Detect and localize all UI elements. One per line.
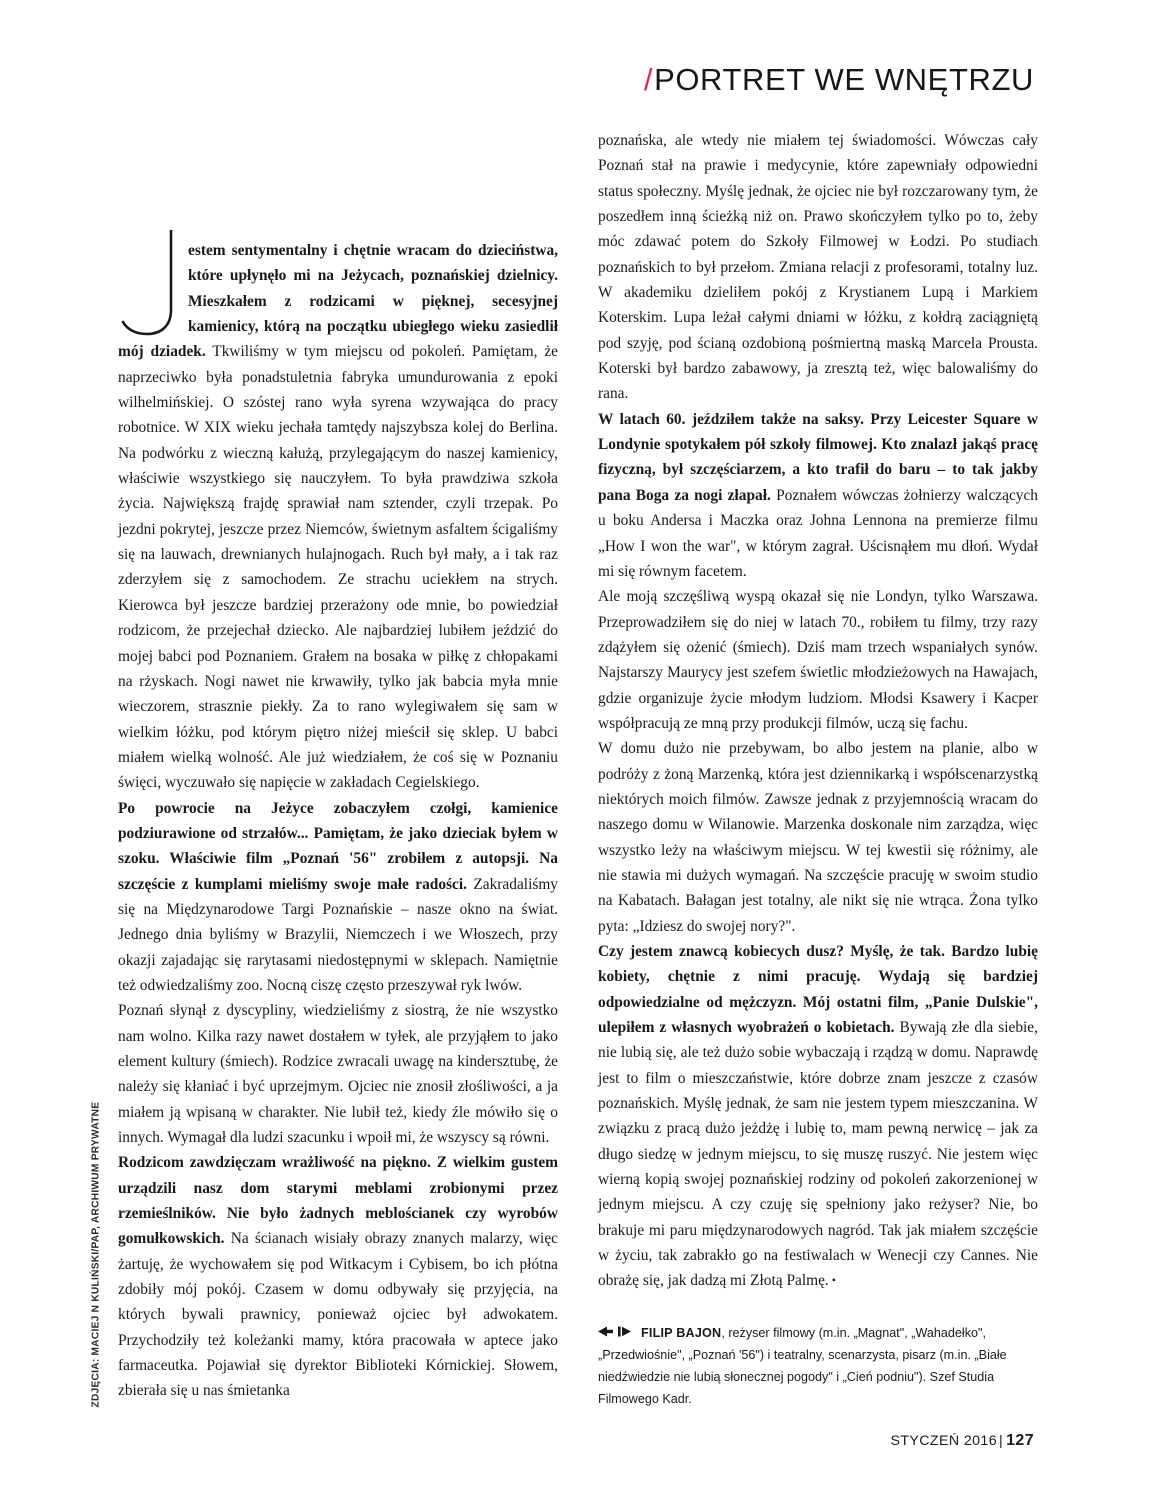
paragraph-lead-rest: Tkwiliśmy w tym miejscu od pokoleń. Pamiętam, że naprzeciwko była ponadstuletnia fabryka umundurowania z epoki wilhelmińskiej. O szóstej rano wyła syrena wzywająca do pracy robotnice. W XIX wieku jechała tamtędy najszybsza kolej do Berlina. Na podwórku z wieczną kałużą, przylegającym do naszej kamienicy, właściwie wszystkiego się nauczyłem. To była prawdziwa szkoła życia. Największą frajdę sprawiał nam sztender, czyli trzepak. Po jezdni pokrytej, jeszcze przez Niemców, świetnym asfaltem ścigaliśmy się na lauwach, drewnianych hulajnogach. Ruch był mały, a i tak raz zderzyłem się z samochodem. Ze strachu uciekłem na strych. Kierowca był jeszcze bardziej przerażony ode mnie, bo powiedział rodzicom, że przejechał dziecko. Ale najbardziej lubiłem jeździć do mojej babci pod Poznaniem. Grałem na bosaka w piłkę z chłopakami na rżyskach. Nogi nawet nie krwawiły, tylko jak babcia myła mnie wieczorem, strasznie piekły. Za to rano wylegiwałem się sam w wielkim łóżku, pod którym piętro niżej mieścił się sklep. U babci miałem wielką wolność. Ale już wiedziałem, że coś się w Poznaniu święci, wyczuwało się napięcie w zakładach Cegielskiego. xyxy=(118,343,558,792)
paragraph-lead-bold: estem sentymentalny i chętnie wracam do dzieciństwa, które upłynęło mi na Jeżycach, poznańskiej dzielnicy. Mieszkałem z rodzicami w pięknej, secesyjnej kamienicy, którą na początku ubiegłego wieku zasiedlił mój dziadek. xyxy=(118,242,558,361)
kicker-label: PORTRET WE WNĘTRZU xyxy=(654,62,1034,97)
paragraph-lead xyxy=(118,238,558,796)
article-column-right xyxy=(598,128,1038,1298)
paragraph-left-2 xyxy=(118,796,558,999)
dropcap-container xyxy=(118,238,558,796)
article-end-mark: • xyxy=(831,1273,836,1288)
article-column-left xyxy=(118,238,558,1420)
paragraph-right-4: W domu dużo nie przebywam, bo albo jestem na planie, albo w podróży z żoną Marzenką, która jest dziennikarką i współscenarzystką niektórych moich filmów. Zawsze jednak z przyjemnością wracam do naszego domu w Wilanowie. Marzenka doskonale nim zarządza, więc wszystko leży na właściwym miejscu. W tej kwestii się różnimy, ale nie stawia mi dużych wymagań. Na szczęście pracuję w swoim studio na Kabatach. Bałagan jest totalny, ale nikt się nie wtrąca. Żona tylko pyta: „Idziesz do swojej nory?". xyxy=(598,740,1038,935)
bio-author-name: FILIP BAJON xyxy=(641,1326,722,1340)
footer-separator: | xyxy=(999,1433,1004,1449)
bio-description: , reżyser filmowy (m.in. „Magnat", „Wahadełko", „Przedwiośnie", „Poznań '56") i teatralny, scenarzysta, pisarz (m.in. „Białe niedźwiedzie nie lubią słonecznej pogody" i „Cień podniu"). Szef Studia Filmowego Kadr. xyxy=(598,1326,1007,1406)
paragraph-right-5 xyxy=(598,939,1038,1294)
paragraph-right-5-rest: Bywają złe dla siebie, nie lubią się, ale też dużo sobie wybaczają i rządzą w domu. Naprawdę jest to film o mieszczaństwie, które dobrze znam jeszcze z czasów poznańskich. Myślę jednak, że sam nie jestem typem mieszczanina. W związku z pracą dużo jeżdżę i lubię to, mam pewną nerwicę – jak za długo siedzę w jednym miejscu, to się muszę ruszyć. Nie jestem więc wierną kopią swojej poznańskiej rodziny od pokoleń zakorzenionej w jednym miejscu. A czy czuję się spełniony jako reżyser? Nie, bo brakuje mi paru międzynarodowych nagród. Tak jak miałem szczęście w życiu, tak zabrakło go na festiwalach w Wenecji czy Cannes. Nie obrażę się, jak dadzą mi Złotą Palmę. xyxy=(598,1019,1038,1290)
paragraph-right-1: poznańska, ale wtedy nie miałem tej świadomości. Wówczas cały Poznań stał na prawie i medycynie, które zapewniały odpowiedni status społeczny. Myślę jednak, że ojciec nie był rozczarowany tym, że poszedłem inną ścieżką niż on. Prawo skończyłem tylko po to, żeby móc zdawać potem do Szkoły Filmowej w Łodzi. Po studiach poznańskich to był przełom. Zmiana relacji z profesorami, totalny luz. W akademiku dzieliłem pokój z Krystianem Lupą i Markiem Koterskim. Lupa leżał całymi dniami w łóżku, z kołdrą zaciągniętą pod szyję, pod ścianą ozdobioną pośmiertną maską Marcela Prousta. Koterski był bardzo zabawowy, ja zresztą też, więc balowaliśmy do rana. xyxy=(598,132,1038,403)
paragraph-left-3: Poznań słynął z dyscypliny, wiedzieliśmy z siostrą, że nie wszystko nam wolno. Kilka razy nawet dostałem w tyłek, ale przyjąłem to jako element kultury (śmiech). Rodzice zwracali uwagę na kindersztubę, że należy się kłaniać i być uprzejmym. Ojciec nie znosił złośliwości, a ja miałem ją wpisaną w charakter. Nie lubił też, kiedy źle mówiło się o innych. Wymagał dla ludzi szacunku i wpoił mi, że wszyscy są równi. xyxy=(118,1002,558,1147)
section-kicker xyxy=(0,62,1034,98)
photo-credit-vertical: ZDJĘCIA: MACIEJ N KULIŃSKI/PAP, ARCHIWUM PRYWATNE xyxy=(90,1101,102,1408)
paragraph-right-2-bold: W latach 60. jeździłem także na saksy. Przy Leicester Square w Londynie spotykałem pół szkoły filmowej. Kto znalazł jakąś pracę fizyczną, był szczęściarzem, a kto trafił do baru – to tak jakby pana Boga za nogi złapał. xyxy=(598,410,1038,504)
paragraph-left-4-rest: Na ścianach wisiały obrazy znanych malarzy, więc żartuję, że wychowałem się pod Witkacym i Cybisem, bo ich płótna zdobiły mój pokój. Czasem w domu odbywały się przyjęcia, na których bywali prawnicy, ponieważ ojciec był adwokatem. Przychodziły też koleżanki mamy, która pracowała w aptece jako farmaceutka. Pojawiał się dyrektor Biblioteki Kórnickiej. Słowem, zbierała się u nas śmietanka xyxy=(118,1230,558,1400)
page-footer xyxy=(890,1432,1034,1450)
paragraph-left-4 xyxy=(118,1150,558,1403)
paragraph-right-5-bold: Czy jestem znawcą kobiecych dusz? Myślę, że tak. Bardzo lubię kobiety, chętnie z nimi pracuję. Wydają się bardziej odpowiedzialne od mężczyzn. Mój ostatni film, „Panie Dulskie", ulepiłem z własnych wyobrażeń o kobietach. xyxy=(598,943,1038,1037)
author-bio xyxy=(598,1322,1042,1410)
paragraph-right-2 xyxy=(598,407,1038,584)
paragraph-left-2-rest: Zakradaliśmy się na Międzynarodowe Targi Poznańskie – nasze okno na świat. Jednego dnia byliśmy w Brazylii, Niemczech i we Włoszech, przy okazji zajadając się rarytasami niedostępnymi w sklepach. Namiętnie też odwiedzaliśmy zoo. Nocną ciszę często przeszywał ryk lwów. xyxy=(118,875,558,994)
footer-issue: STYCZEŃ 2016 xyxy=(890,1433,997,1449)
paragraph-right-3: Ale moją szczęśliwą wyspą okazał się nie Londyn, tylko Warszawa. Przeprowadziłem się do niej w latach 70., robiłem tu filmy, trzy razy zdążyłem się ożenić (śmiech). Dziś mam trzech wspaniałych synów. Najstarszy Maurycy jest szefem świetlic młodzieżowych na Hawajach, gdzie organizuje życie młodym ludziom. Młodsi Ksawery i Kacper współpracują ze mną przy produkcji filmów, uczą się fachu. xyxy=(598,588,1038,732)
kicker-slash: / xyxy=(643,62,654,97)
bio-arrow-icon xyxy=(598,1326,632,1337)
paragraph-left-4-bold: Rodzicom zawdzięczam wrażliwość na piękno. Z wielkim gustem urządzili nasz dom starymi meblami zrobionymi przez rzemieślników. Nie było żadnych meblościanek czy wyrobów gomułkowskich. xyxy=(118,1154,558,1248)
footer-page-number: 127 xyxy=(1006,1432,1034,1449)
paragraph-right-2-rest: Poznałem wówczas żołnierzy walczących u boku Andersa i Maczka oraz Johna Lennona na premierze filmu „How I won the war", w którym zagrał. Uścisnąłem mu dłoń. Wydał mi się równym facetem. xyxy=(598,486,1039,580)
paragraph-left-2-bold: Po powrocie na Jeżyce zobaczyłem czołgi, kamienice podziurawione od strzałów... Pamiętam, że jako dzieciak byłem w szoku. Właściwie film „Poznań '56" zrobiłem z autopsji. Na szczęście z kumplami mieliśmy swoje małe radości. xyxy=(118,799,558,893)
